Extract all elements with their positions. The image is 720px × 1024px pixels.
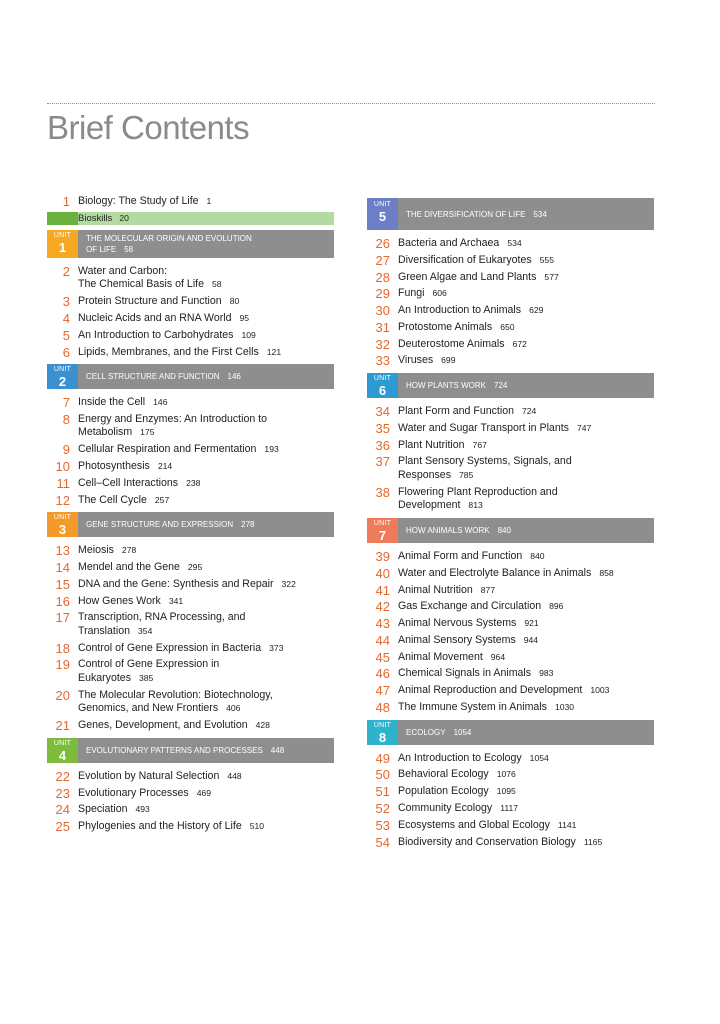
chapter-entry[interactable] xyxy=(367,254,654,268)
page-number: 295 xyxy=(187,561,203,572)
chapter-number: 32 xyxy=(375,336,390,352)
chapter-title: How Genes Work 341 xyxy=(78,594,184,607)
chapter-number: 35 xyxy=(375,420,390,436)
page-number: 1141 xyxy=(557,819,577,830)
page-number: 109 xyxy=(241,329,256,340)
chapter-number: 44 xyxy=(375,632,390,648)
chapter-title: Lipids, Membranes, and the First Cells 121 xyxy=(78,345,282,358)
page-number: 80 xyxy=(229,296,240,307)
unit-7-chapter-list xyxy=(367,550,654,715)
page-number: 785 xyxy=(459,470,474,480)
chapter-number: 15 xyxy=(55,576,70,592)
unit-badge: UNIT 5 xyxy=(367,198,398,230)
chapter-number: 27 xyxy=(375,252,390,268)
chapter-title: Evolutionary Processes 469 xyxy=(78,786,212,799)
chapter-number: 28 xyxy=(375,269,390,285)
page-number: 724 xyxy=(494,381,508,391)
page-number: 278 xyxy=(121,545,137,556)
chapter-entry[interactable] xyxy=(367,584,654,598)
page-number: 983 xyxy=(539,668,554,679)
page-number: 534 xyxy=(533,209,547,219)
unit-badge: UNIT 6 xyxy=(367,373,398,398)
unit-4-chapter-list xyxy=(47,770,334,834)
unit-1-chapter-list xyxy=(47,265,334,359)
chapter-entry[interactable] xyxy=(47,329,334,343)
chapter-number: 24 xyxy=(55,802,70,818)
chapter-title: Mendel and the Gene 295 xyxy=(78,560,203,573)
chapter-number: 31 xyxy=(375,319,390,335)
chapter-title: Behavioral Ecology 1076 xyxy=(398,768,516,781)
unit-title-band: CELL STRUCTURE AND FUNCTION 146 xyxy=(78,364,334,389)
chapter-entry[interactable] xyxy=(47,265,334,292)
page-number: 650 xyxy=(500,321,515,332)
unit-title-band: HOW ANIMALS WORK 840 xyxy=(398,518,654,543)
page-number: 699 xyxy=(441,355,456,366)
page-number: 469 xyxy=(196,787,212,798)
unit-title-band: ECOLOGY 1054 xyxy=(398,720,654,745)
chapter-title: Water and Carbon: The Chemical Basis of Life 58 xyxy=(78,264,222,291)
page-number: 877 xyxy=(480,584,496,595)
chapter-number: 47 xyxy=(375,683,390,699)
chapter-number: 36 xyxy=(375,437,390,453)
page-number: 1095 xyxy=(496,786,516,797)
chapter-entry[interactable] xyxy=(47,295,334,309)
chapter-entry[interactable] xyxy=(367,684,654,698)
page-number: 121 xyxy=(266,346,282,357)
chapter-number: 30 xyxy=(375,303,390,319)
top-dotted-rule xyxy=(47,103,655,104)
chapter-title: Animal Reproduction and Development 1003 xyxy=(398,684,610,697)
chapter-entry[interactable] xyxy=(47,787,334,801)
page-number: 672 xyxy=(512,338,527,349)
chapter-number: 2 xyxy=(62,263,70,279)
page-number: 896 xyxy=(549,601,564,612)
page-number: 964 xyxy=(490,651,506,662)
page-number: 175 xyxy=(140,427,155,438)
page-number: 58 xyxy=(124,244,134,254)
chapter-number: 16 xyxy=(55,593,70,609)
chapter-entry[interactable] xyxy=(367,321,654,335)
chapter-entry[interactable] xyxy=(367,338,654,352)
chapter-number: 12 xyxy=(55,492,70,508)
chapter-entry[interactable] xyxy=(47,642,334,656)
chapter-title: Control of Gene Expression in Eukaryotes 385 xyxy=(78,658,220,685)
chapter-title: Transcription, RNA Processing, and Translation 354 xyxy=(78,611,246,637)
chapter-title: Water and Electrolyte Balance in Animals 858 xyxy=(398,566,614,579)
chapter-entry[interactable] xyxy=(47,396,334,410)
chapter-title: Flowering Plant Reproduction and Development 813 xyxy=(398,485,558,512)
chapter-title: The Immune System in Animals 1030 xyxy=(398,701,575,713)
page-number: 510 xyxy=(249,821,265,832)
chapter-entry[interactable] xyxy=(367,600,654,614)
chapter-entry[interactable] xyxy=(367,354,654,368)
page-number: 1030 xyxy=(554,702,575,712)
chapter-entry[interactable] xyxy=(367,634,654,648)
page-number: 448 xyxy=(270,745,285,755)
chapter-number: 11 xyxy=(56,475,70,491)
page-number: 1117 xyxy=(500,802,519,813)
chapter-entry[interactable] xyxy=(47,611,334,638)
chapter-entry[interactable] xyxy=(367,701,654,715)
chapter-number: 50 xyxy=(375,767,390,783)
chapter-title: Biodiversity and Conservation Biology 1165 xyxy=(398,835,603,848)
chapter-entry[interactable] xyxy=(367,486,654,513)
chapter-entry[interactable] xyxy=(367,617,654,631)
chapter-number: 21 xyxy=(55,718,70,734)
chapter-entry[interactable] xyxy=(367,651,654,665)
chapter-entry[interactable] xyxy=(367,237,654,251)
chapter-number: 5 xyxy=(62,327,70,343)
page-number: 767 xyxy=(472,439,487,450)
page-number: 278 xyxy=(241,520,255,530)
chapter-title: Plant Form and Function 724 xyxy=(398,405,537,418)
page-number: 629 xyxy=(529,305,544,316)
chapter-entry[interactable] xyxy=(367,768,654,782)
chapter-title: Biology: The Study of Life 1 xyxy=(78,195,212,207)
page-number: 724 xyxy=(522,406,537,417)
unit-header-2[interactable] xyxy=(47,364,334,389)
page-number: 944 xyxy=(523,634,539,645)
chapter-number: 53 xyxy=(375,817,390,833)
chapter-entry[interactable] xyxy=(47,578,334,592)
chapter-entry[interactable] xyxy=(47,658,334,685)
unit-header-1[interactable] xyxy=(47,230,334,258)
page-number: 20 xyxy=(119,212,129,223)
unit-header-8[interactable] xyxy=(367,720,654,745)
chapter-entry[interactable] xyxy=(367,422,654,436)
chapter-title: Photosynthesis 214 xyxy=(78,460,173,473)
chapter-title: Gas Exchange and Circulation 896 xyxy=(398,600,564,613)
chapter-entry[interactable] xyxy=(367,304,654,318)
chapter-title: Animal Nervous Systems 921 xyxy=(398,617,539,630)
chapter-number: 3 xyxy=(62,294,70,310)
chapter-number: 41 xyxy=(375,582,390,598)
page-number: 1 xyxy=(206,196,212,206)
page-number: 1054 xyxy=(453,727,472,737)
unit-6-chapter-list xyxy=(367,405,654,513)
chapter-number: 51 xyxy=(375,784,390,800)
unit-3-chapter-list xyxy=(47,544,334,733)
chapter-entry[interactable] xyxy=(47,477,334,491)
page-number: 406 xyxy=(226,703,241,714)
page-number: 448 xyxy=(227,770,242,781)
chapter-entry[interactable] xyxy=(47,494,334,508)
unit-title-band: THE MOLECULAR ORIGIN AND EVOLUTION OF LIFE 58 xyxy=(78,230,334,258)
chapter-number: 23 xyxy=(55,785,70,801)
chapter-title: Plant Nutrition 767 xyxy=(398,438,487,451)
chapter-entry[interactable] xyxy=(47,413,334,440)
page-number: 95 xyxy=(239,312,250,323)
page-number: 606 xyxy=(432,288,447,299)
chapter-title: Chemical Signals in Animals 983 xyxy=(398,667,554,680)
chapter-entry[interactable] xyxy=(367,455,654,482)
unit-8-chapter-list xyxy=(367,752,654,850)
bioskills-entry[interactable] xyxy=(47,212,334,225)
chapter-number: 39 xyxy=(375,548,390,564)
chapter-number: 22 xyxy=(55,768,70,784)
page-number: 1054 xyxy=(529,752,549,763)
chapter-entry[interactable] xyxy=(367,836,654,850)
chapter-number: 9 xyxy=(62,442,70,458)
chapter-number: 10 xyxy=(55,459,70,475)
chapter-number: 33 xyxy=(375,353,390,369)
chapter-number: 49 xyxy=(375,750,390,766)
chapter-number: 7 xyxy=(62,395,70,411)
unit-header-6[interactable] xyxy=(367,373,654,398)
chapter-title: Deuterostome Animals 672 xyxy=(398,337,527,350)
chapter-title: Protein Structure and Function 80 xyxy=(78,295,240,308)
chapter-number: 6 xyxy=(62,344,70,360)
page-number: 385 xyxy=(139,673,154,684)
chapter-number: 4 xyxy=(62,310,70,326)
unit-badge: UNIT 8 xyxy=(367,720,398,745)
page-number: 534 xyxy=(507,238,522,248)
unit-title-band: THE DIVERSIFICATION OF LIFE 534 xyxy=(398,198,654,230)
left-column xyxy=(47,195,334,837)
chapter-title: Cellular Respiration and Fermentation 193 xyxy=(78,443,279,456)
page-number: 921 xyxy=(524,618,539,629)
chapter-entry[interactable] xyxy=(367,287,654,301)
page-number: 1003 xyxy=(590,685,610,696)
bioskills-bar: Bioskills 20 xyxy=(78,212,334,225)
chapter-entry[interactable] xyxy=(47,803,334,817)
page-number: 858 xyxy=(599,567,614,578)
page-number: 840 xyxy=(530,550,545,561)
chapter-title: Genes, Development, and Evolution 428 xyxy=(78,719,270,732)
chapter-number: 8 xyxy=(62,411,70,427)
page-number: 577 xyxy=(544,271,559,282)
unit-2-chapter-list xyxy=(47,396,334,507)
page-number: 322 xyxy=(281,578,296,589)
chapter-entry[interactable] xyxy=(367,819,654,833)
unit-header-5[interactable] xyxy=(367,198,654,230)
chapter-title: Meiosis 278 xyxy=(78,544,137,557)
chapter-number: 54 xyxy=(375,834,390,850)
page-number: 341 xyxy=(168,595,184,606)
chapter-title: Ecosystems and Global Ecology 1141 xyxy=(398,818,577,831)
page-number: 354 xyxy=(138,625,153,636)
chapter-title: An Introduction to Animals 629 xyxy=(398,304,544,317)
chapter-title: An Introduction to Carbohydrates 109 xyxy=(78,328,256,341)
chapter-title: DNA and the Gene: Synthesis and Repair 322 xyxy=(78,577,296,590)
page-number: 1076 xyxy=(496,769,516,780)
chapter-entry[interactable] xyxy=(367,271,654,285)
page-number: 214 xyxy=(157,461,173,472)
chapter-entry[interactable] xyxy=(47,460,334,474)
chapter-title: Inside the Cell 146 xyxy=(78,396,168,409)
page-number: 493 xyxy=(135,804,150,815)
chapter-entry[interactable] xyxy=(367,550,654,564)
chapter-title: Evolution by Natural Selection 448 xyxy=(78,769,242,782)
chapter-title: The Molecular Revolution: Biotechnology, Genomics, and New Frontiers 406 xyxy=(78,688,273,715)
chapter-number: 48 xyxy=(375,700,390,715)
unit-title-band: GENE STRUCTURE AND EXPRESSION 278 xyxy=(78,512,334,537)
chapter-number: 37 xyxy=(375,454,390,470)
chapter-number: 43 xyxy=(375,616,390,632)
chapter-title: Plant Sensory Systems, Signals, and Responses 785 xyxy=(398,455,572,481)
chapter-title: Community Ecology 1117 xyxy=(398,801,519,814)
chapter-title: Fungi 606 xyxy=(398,287,447,300)
chapter-title: Control of Gene Expression in Bacteria 373 xyxy=(78,641,284,654)
chapter-title: Viruses 699 xyxy=(398,354,456,367)
chapter-number: 45 xyxy=(375,649,390,665)
chapter-title: Diversification of Eukaryotes 555 xyxy=(398,253,554,266)
chapter-number: 26 xyxy=(375,236,390,251)
unit-badge: UNIT 4 xyxy=(47,738,78,763)
chapter-entry[interactable] xyxy=(367,667,654,681)
chapter-entry[interactable] xyxy=(367,785,654,799)
chapter-title: Water and Sugar Transport in Plants 747 xyxy=(398,421,592,434)
right-column xyxy=(367,195,654,852)
chapter-number: 20 xyxy=(55,687,70,703)
chapter-entry[interactable] xyxy=(47,561,334,575)
chapter-entry[interactable] xyxy=(47,312,334,326)
page-number: 238 xyxy=(186,477,201,488)
chapter-entry[interactable] xyxy=(47,719,334,733)
chapter-entry[interactable] xyxy=(367,802,654,816)
chapter-title: Nucleic Acids and an RNA World 95 xyxy=(78,311,250,324)
chapter-title: An Introduction to Ecology 1054 xyxy=(398,751,549,764)
chapter-number: 18 xyxy=(55,640,70,656)
unit-header-4[interactable] xyxy=(47,738,334,763)
chapter-title: Cell–Cell Interactions 238 xyxy=(78,476,201,489)
chapter-entry[interactable] xyxy=(47,195,334,209)
chapter-entry[interactable] xyxy=(47,595,334,609)
page-number: 813 xyxy=(468,500,483,511)
chapter-title: Protostome Animals 650 xyxy=(398,320,515,333)
page-number: 193 xyxy=(264,444,279,455)
page-number: 58 xyxy=(212,279,222,290)
page-number: 428 xyxy=(255,720,270,731)
unit-5-chapter-list xyxy=(367,237,654,368)
chapter-entry[interactable] xyxy=(47,443,334,457)
chapter-title: Animal Movement 964 xyxy=(398,650,506,663)
page-number: 146 xyxy=(153,397,168,408)
chapter-number: 46 xyxy=(375,666,390,682)
chapter-number: 52 xyxy=(375,800,390,816)
chapter-number: 25 xyxy=(55,819,70,835)
chapter-number: 29 xyxy=(375,286,390,302)
unit-header-3[interactable] xyxy=(47,512,334,537)
chapter-title: Animal Nutrition 877 xyxy=(398,583,496,596)
chapter-entry[interactable] xyxy=(47,689,334,716)
chapter-title: Speciation 493 xyxy=(78,803,150,816)
chapter-title: Population Ecology 1095 xyxy=(398,785,516,798)
page-number: 747 xyxy=(576,422,592,433)
chapter-number: 13 xyxy=(55,543,70,559)
chapter-title: Animal Sensory Systems 944 xyxy=(398,633,539,646)
chapter-number: 42 xyxy=(375,599,390,615)
chapter-number: 1 xyxy=(62,194,70,209)
unit-badge: UNIT 3 xyxy=(47,512,78,537)
chapter-title: The Cell Cycle 257 xyxy=(78,493,170,506)
unit-badge: UNIT 1 xyxy=(47,230,78,258)
chapter-title: Phylogenies and the History of Life 510 xyxy=(78,820,265,833)
page-title: Brief Contents xyxy=(47,109,250,146)
unit-title-band: HOW PLANTS WORK 724 xyxy=(398,373,654,398)
chapter-entry[interactable] xyxy=(47,346,334,360)
chapter-entry[interactable] xyxy=(47,544,334,558)
chapter-number: 17 xyxy=(55,610,70,626)
chapter-entry[interactable] xyxy=(367,439,654,453)
chapter-number: 19 xyxy=(55,657,70,673)
chapter-number: 14 xyxy=(55,559,70,575)
page-number: 840 xyxy=(497,525,511,535)
page-number: 257 xyxy=(154,494,170,505)
page-number: 373 xyxy=(269,642,284,653)
bioskills-swatch xyxy=(47,212,78,225)
unit-header-7[interactable] xyxy=(367,518,654,543)
chapter-number: 34 xyxy=(375,404,390,420)
chapter-title: Energy and Enzymes: An Introduction to Metabolism 175 xyxy=(78,412,268,439)
unit-badge: UNIT 7 xyxy=(367,518,398,543)
chapter-number: 38 xyxy=(375,484,390,500)
unit-badge: UNIT 2 xyxy=(47,364,78,389)
chapter-entry[interactable] xyxy=(367,567,654,581)
page-number: 555 xyxy=(539,254,554,265)
chapter-entry[interactable] xyxy=(47,770,334,784)
chapter-title: Animal Form and Function 840 xyxy=(398,549,545,562)
chapter-title: Bacteria and Archaea 534 xyxy=(398,237,522,249)
chapter-entry[interactable] xyxy=(367,752,654,766)
chapter-title: Green Algae and Land Plants 577 xyxy=(398,270,559,283)
page-number: 1165 xyxy=(583,836,603,847)
chapter-entry[interactable] xyxy=(367,405,654,419)
page-number: 146 xyxy=(227,372,241,382)
unit-title-band: EVOLUTIONARY PATTERNS AND PROCESSES 448 xyxy=(78,738,334,763)
chapter-entry[interactable] xyxy=(47,820,334,834)
chapter-number: 40 xyxy=(375,565,390,581)
